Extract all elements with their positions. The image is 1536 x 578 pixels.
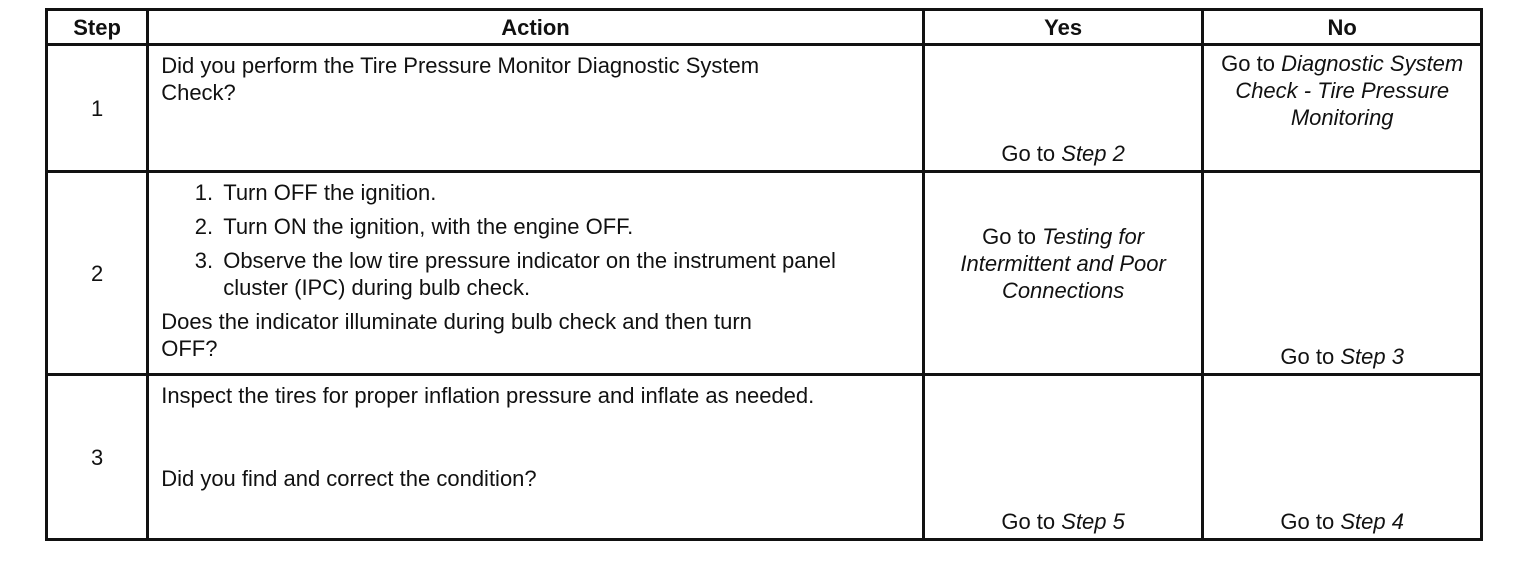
sub-step: 3. Observe the low tire pressure indicator on the instrument panel cluster (IPC) during bulb check. [219, 247, 912, 301]
header-action: Action [148, 10, 924, 45]
no-prefix: Go to [1280, 344, 1335, 369]
sub-step-list [161, 179, 912, 301]
action-question: Did you find and correct the condition? [161, 466, 537, 491]
yes-result [925, 223, 1202, 304]
no-prefix: Go to [1280, 509, 1335, 534]
diagnostic-table [45, 8, 1483, 541]
action-question: Does the indicator illuminate during bulb check and then turn OFF? [161, 309, 752, 361]
sub-step: 2. Turn ON the ignition, with the engine OFF. [219, 213, 912, 240]
no-cell [1203, 172, 1482, 375]
action-text: Inspect the tires for proper inflation pressure and inflate as needed. [161, 383, 815, 408]
yes-result [925, 508, 1202, 535]
no-result [1204, 508, 1480, 535]
yes-cell [923, 375, 1203, 540]
no-reference-link[interactable]: Step 4 [1340, 509, 1404, 534]
header-yes: Yes [923, 10, 1203, 45]
yes-reference-link[interactable]: Testing for Intermittent and Poor Connections [960, 224, 1166, 303]
step-number: 2 [47, 172, 148, 375]
yes-prefix: Go to [1001, 141, 1056, 166]
header-row [47, 10, 1482, 45]
no-result [1204, 343, 1480, 370]
no-prefix: Go to [1221, 51, 1275, 76]
yes-reference-link[interactable]: Step 5 [1061, 509, 1125, 534]
yes-cell [923, 45, 1203, 172]
header-no: No [1203, 10, 1482, 45]
table-row [47, 375, 1482, 540]
header-step: Step [47, 10, 148, 45]
table-row [47, 172, 1482, 375]
action-cell [148, 172, 924, 375]
no-cell [1203, 45, 1482, 172]
action-cell [148, 375, 924, 540]
yes-prefix: Go to [982, 224, 1036, 249]
no-reference-link[interactable]: Step 3 [1340, 344, 1404, 369]
action-cell [148, 45, 924, 172]
yes-cell [923, 172, 1203, 375]
no-result [1204, 50, 1480, 131]
yes-result [925, 140, 1202, 167]
step-number: 3 [47, 375, 148, 540]
yes-reference-link[interactable]: Step 2 [1061, 141, 1125, 166]
no-cell [1203, 375, 1482, 540]
no-reference-link[interactable]: Diagnostic System Check - Tire Pressure Monitoring [1235, 51, 1464, 130]
sub-step: 1. Turn OFF the ignition. [219, 179, 912, 206]
action-text: Did you perform the Tire Pressure Monitor Diagnostic System Check? [161, 53, 760, 105]
yes-prefix: Go to [1001, 509, 1056, 534]
table-row [47, 45, 1482, 172]
step-number: 1 [47, 45, 148, 172]
